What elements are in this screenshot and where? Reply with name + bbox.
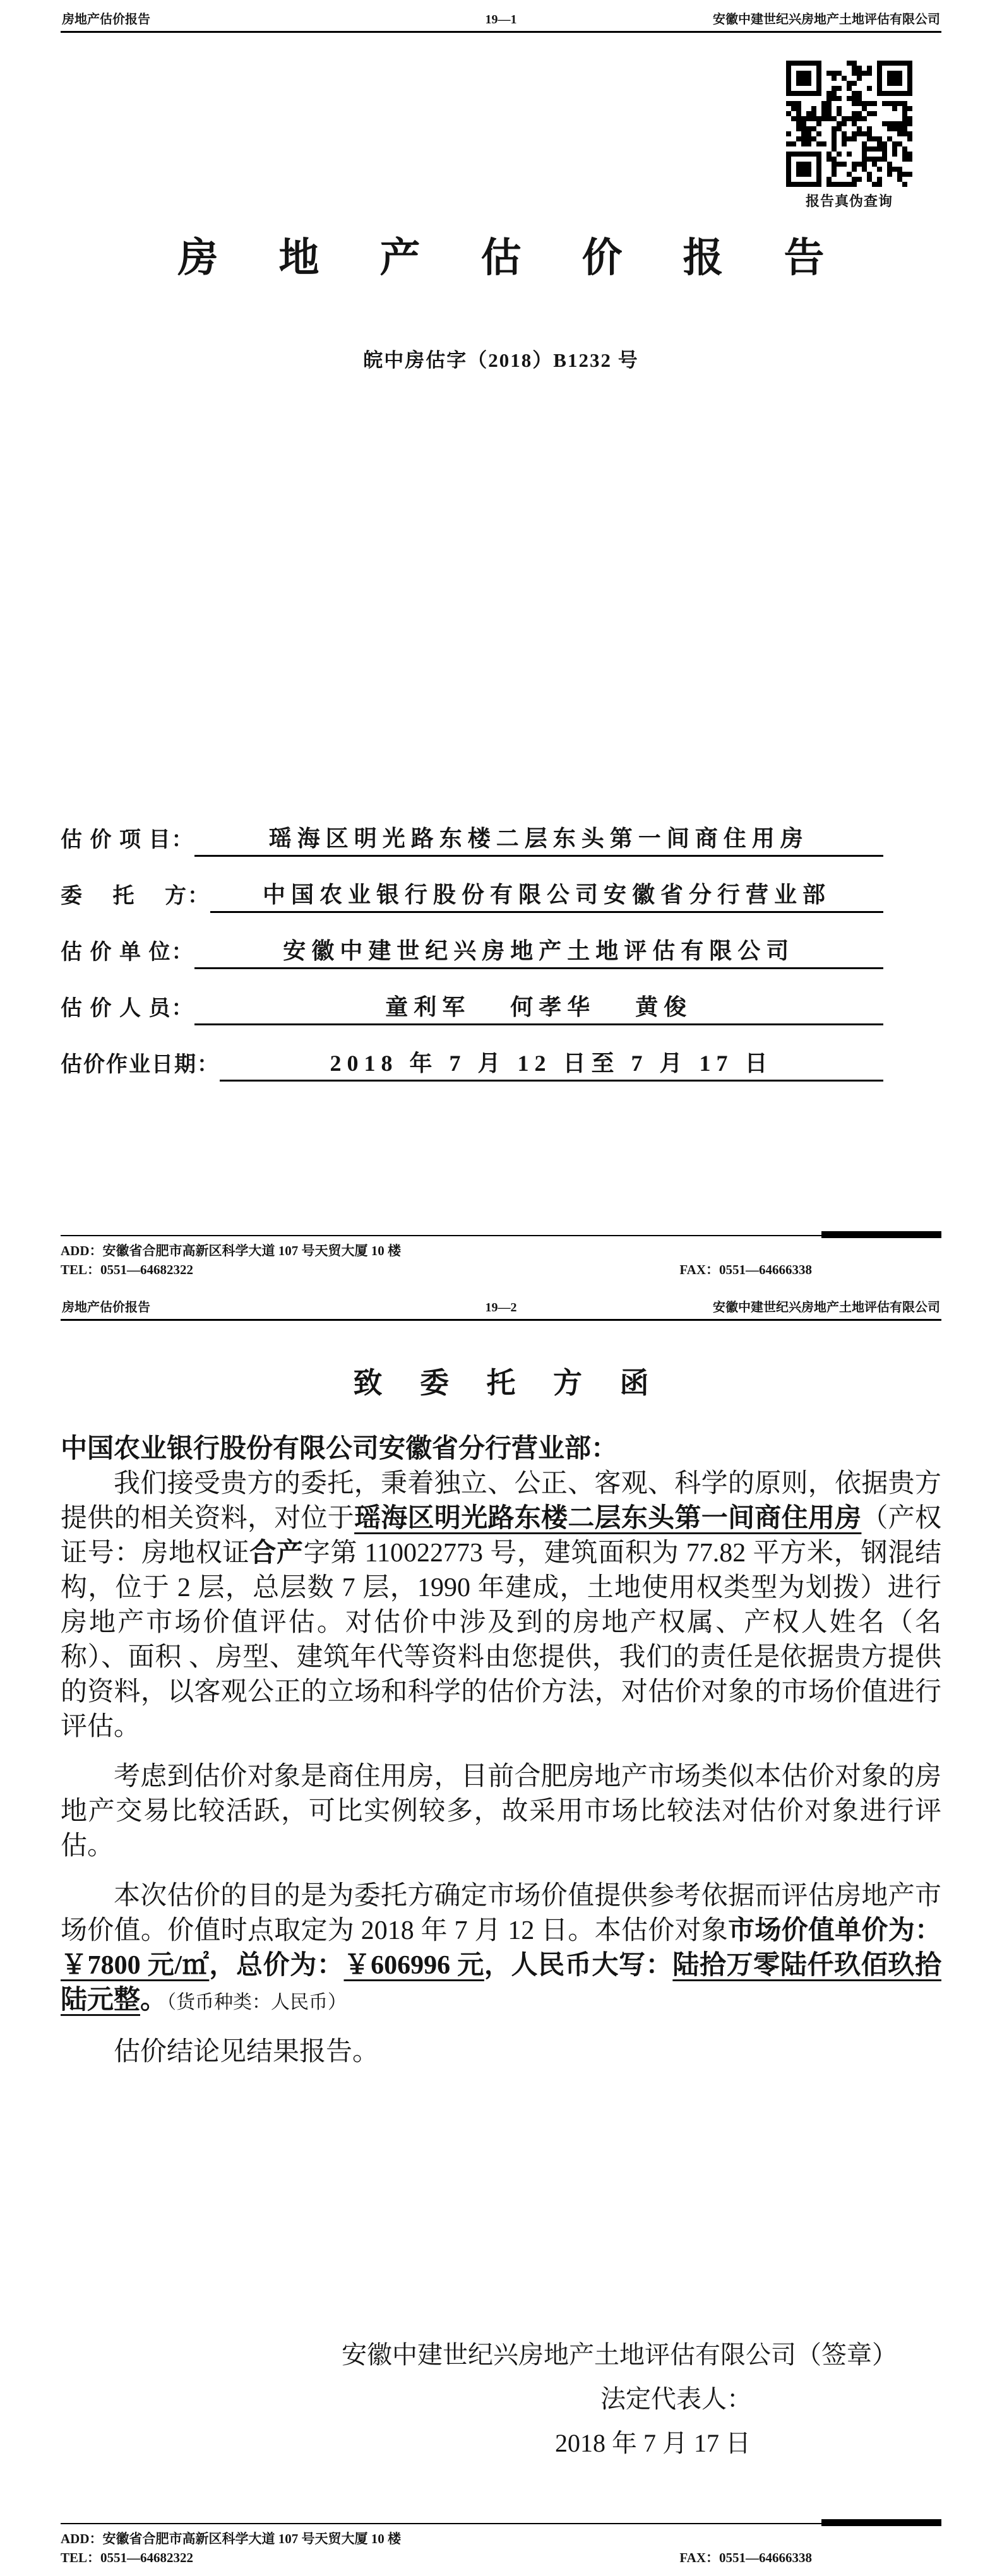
header-page-number: 19—1 xyxy=(485,13,517,27)
footer-address: ADD：安徽省合肥市高新区科学大道 107 号天贸大厦 10 楼 xyxy=(61,1243,401,1258)
field-value-work-dates: 2018 年 7 月 12 日至 7 月 17 日 xyxy=(220,1047,883,1082)
p3-text: 本次估价的目的是为委托方确定市场价值提供参考依据而评估房地产市场价值。价值时点取定为 2018 年 7 月 12 日。本估价对象 xyxy=(61,1881,941,1945)
footer-rule xyxy=(61,2523,941,2529)
field-row-appraiser-org xyxy=(61,934,883,969)
cover-fields xyxy=(61,822,883,1082)
p1-cert-type: 合产 xyxy=(249,1539,304,1568)
letter-paragraph-1 xyxy=(61,1467,941,1744)
p1-property-name: 瑶海区明光路东楼二层东头第一间商住用房 xyxy=(354,1504,862,1533)
footer-fax: FAX：0551—64666338 xyxy=(679,2550,812,2565)
p3-unit-price-value: ￥7800 元/㎡ xyxy=(61,1951,210,1980)
page-2-header xyxy=(61,1288,941,1321)
page-1-header xyxy=(61,0,941,33)
p3-capital-label: ，人民币大写： xyxy=(484,1951,673,1980)
field-value-appraiser-org: 安徽中建世纪兴房地产土地评估有限公司 xyxy=(194,934,884,969)
p3-unit-price-label: 市场价值单价为： xyxy=(728,1916,941,1945)
page-2-footer xyxy=(61,2523,941,2567)
p1-text: 我们接受贵方的委托，秉着独立、公正、客观、科学的原则，依据贵方提供的相关资料，对位于 xyxy=(61,1469,941,1533)
field-label-client: 委 托 方： xyxy=(61,885,210,908)
letter-paragraph-2: 考虑到估价对象是商住用房，目前合肥房地产市场类似本估价对象的房地产交易比较活跃，可比实例较多，故采用市场比较法对估价对象进行评估。 xyxy=(61,1762,941,1861)
footer-tel: TEL：0551—64682322 xyxy=(61,2550,194,2565)
footer-rule xyxy=(61,1235,941,1241)
letter-paragraph-4: 估价结论见结果报告。 xyxy=(114,2037,379,2066)
p1-text: （产权证号：房地权证 xyxy=(61,1504,941,1568)
footer-contact-line xyxy=(61,2548,941,2567)
field-value-project: 瑶海区明光路东楼二层东头第一间商住用房 xyxy=(194,822,884,857)
field-row-work-dates xyxy=(61,1047,883,1082)
letter-salutation: 中国农业银行股份有限公司安徽省分行营业部： xyxy=(61,1434,618,1464)
header-doc-type: 房地产估价报告 xyxy=(62,1301,150,1315)
p3-period: 。 xyxy=(140,1986,167,2015)
field-value-client: 中国农业银行股份有限公司安徽省分行营业部 xyxy=(210,878,883,913)
report-doc-number: 皖中房估字（2018）B1232 号 xyxy=(363,349,639,371)
footer-contact-line xyxy=(61,1260,941,1279)
field-label-project: 估 价 项 目： xyxy=(61,828,194,852)
qr-block xyxy=(786,61,912,210)
p3-capital-value: 陆拾万零陆仟玖佰玖拾陆元整 xyxy=(61,1951,941,2015)
field-row-appraisers xyxy=(61,991,883,1025)
header-company: 安徽中建世纪兴房地产土地评估有限公司 xyxy=(713,13,940,27)
page-2 xyxy=(0,1288,1002,2576)
field-label-work-dates: 估价作业日期： xyxy=(61,1053,220,1076)
signoff-block xyxy=(61,2333,941,2466)
letter-title: 致 委 托 方 函 xyxy=(353,1367,664,1399)
footer-fax: FAX：0551—64666338 xyxy=(679,1262,812,1277)
field-value-appraisers: 童利军 何孝华 黄俊 xyxy=(194,991,884,1025)
p3-total-price-label: ，总价为： xyxy=(209,1951,344,1980)
p3-total-price-value: ￥606996 元 xyxy=(343,1951,484,1980)
signoff-representative: 法定代表人： xyxy=(600,2385,752,2413)
letter-body xyxy=(61,1432,941,2070)
report-title: 房 地 产 估 价 报 告 xyxy=(177,236,850,280)
signoff-date: 2018 年 7 月 17 日 xyxy=(555,2429,751,2457)
field-row-client xyxy=(61,878,883,913)
header-doc-type: 房地产估价报告 xyxy=(62,13,150,27)
footer-address: ADD：安徽省合肥市高新区科学大道 107 号天贸大厦 10 楼 xyxy=(61,2531,401,2546)
footer-black-bar xyxy=(821,1231,941,1238)
letter-paragraph-3 xyxy=(61,1879,941,2020)
qr-caption: 报告真伪查询 xyxy=(805,193,893,209)
page-1-footer xyxy=(61,1235,941,1279)
field-label-appraisers: 估 价 人 员： xyxy=(61,997,194,1020)
header-page-number: 19—2 xyxy=(485,1301,517,1315)
p1-text: 字第 110022773 号，建筑面积为 77.82 平方米，钢混结构，位于 2 层，总层数 7 层，1990 年建成，土地使用权类型为划拨）进行房地产市场价值评估。对估价中涉及到的房地产权属、产权人姓名（名称）、面积 、房型、建筑年代等资料由您提供，我们的责任是依据贵方提供的资料，以客观公正的立场和科学的估价方法，对估价对象的市场价值进行评估。 xyxy=(61,1539,941,1741)
footer-tel: TEL：0551—64682322 xyxy=(61,1262,194,1277)
footer-black-bar xyxy=(821,2519,941,2526)
field-label-appraiser-org: 估 价 单 位： xyxy=(61,941,194,964)
p3-currency-note: （货币种类：人民币） xyxy=(167,1992,347,2013)
qr-code xyxy=(786,61,912,187)
field-row-project xyxy=(61,822,883,857)
signoff-company: 安徽中建世纪兴房地产土地评估有限公司（签章） xyxy=(342,2340,897,2369)
header-company: 安徽中建世纪兴房地产土地评估有限公司 xyxy=(713,1301,940,1315)
